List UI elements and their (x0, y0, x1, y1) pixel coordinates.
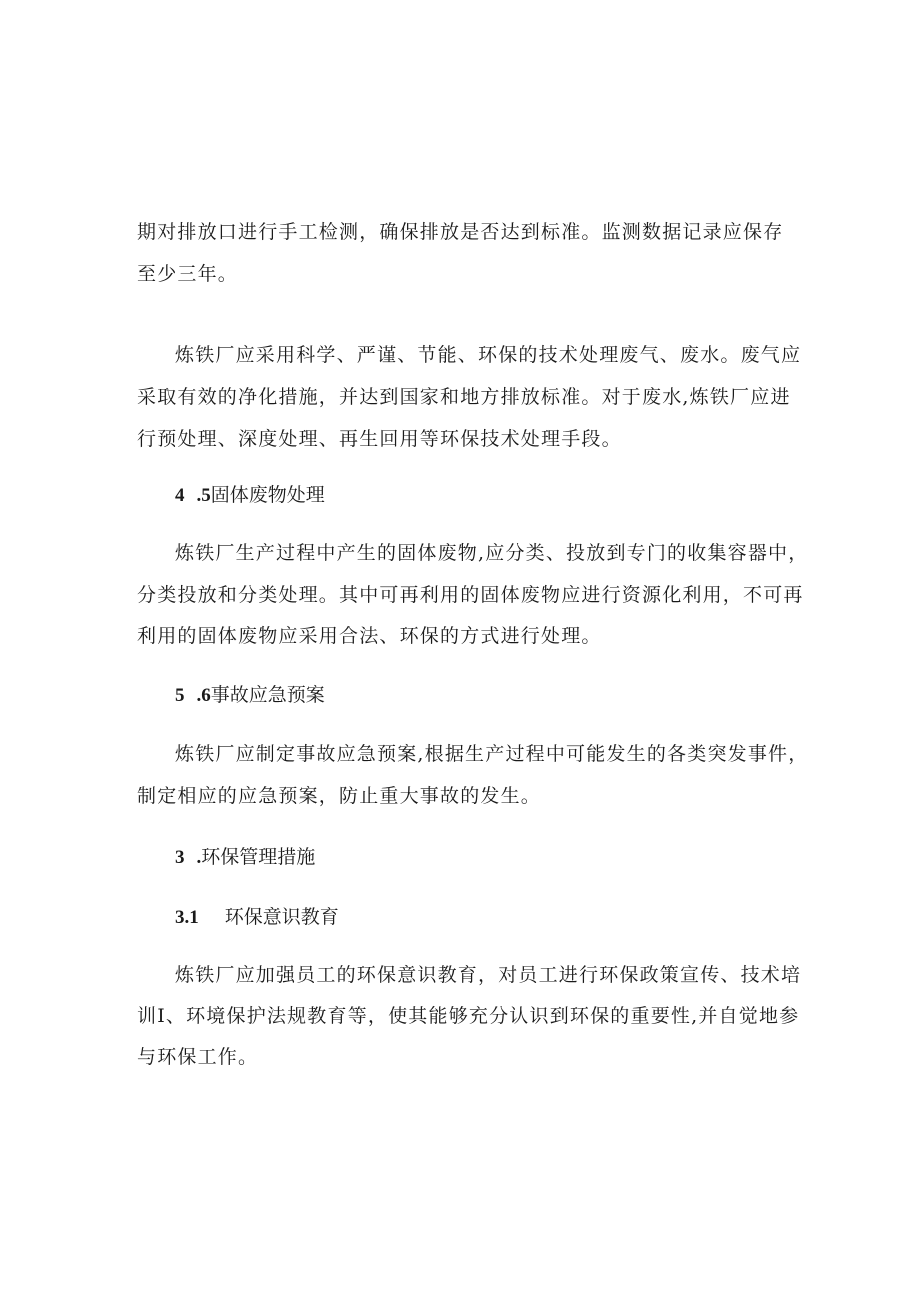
paragraph-line: 利用的固体废物应采用合法、环保的方式进行处理。 (137, 625, 602, 647)
subsection-heading (175, 905, 339, 930)
heading-title: 固体废物处理 (210, 484, 325, 506)
heading-number: .6 (196, 685, 211, 706)
paragraph-line: 炼铁厂应加强员工的环保意识教育，对员工进行环保政策宣传、技术培 (175, 964, 802, 986)
heading-title: 事故应急预案 (210, 684, 325, 706)
section-heading (175, 483, 325, 508)
section-heading (175, 683, 325, 708)
paragraph-line: 期对排放口进行手工检测，确保排放是否达到标准。监测数据记录应保存 (137, 221, 784, 243)
heading-title: 环保意识教育 (224, 906, 339, 928)
paragraph-line: 训Ⅰ、环境保护法规教育等，使其能够充分认识到环保的重要性,并自觉地参 (137, 1005, 800, 1027)
paragraph-line: 炼铁厂应制定事故应急预案,根据生产过程中可能发生的各类突发事件， (175, 743, 809, 765)
paragraph-line: 分类投放和分类处理。其中可再利用的固体废物应进行资源化利用，不可再 (137, 584, 804, 606)
paragraph-line: 至少三年。 (137, 263, 239, 285)
heading-number: . (196, 847, 202, 868)
paragraph-line: 与环保工作。 (137, 1046, 259, 1068)
paragraph-line: 采取有效的净化措施，并达到国家和地方排放标准。对于废水,炼铁厂应进 (137, 386, 791, 408)
paragraph-line: 炼铁厂生产过程中产生的固体废物,应分类、投放到专门的收集容器中， (175, 542, 809, 564)
heading-number: 3 (175, 847, 185, 868)
paragraph-line: 制定相应的应急预案，防止重大事故的发生。 (137, 785, 542, 807)
paragraph-line: 炼铁厂应采用科学、严谨、节能、环保的技术处理废气、废水。废气应 (175, 344, 802, 366)
section-heading (175, 845, 315, 870)
heading-number: .5 (196, 485, 211, 506)
heading-title: 环保管理措施 (201, 846, 316, 868)
heading-number: 4 (175, 485, 185, 506)
heading-number: 3.1 (175, 907, 199, 928)
heading-number: 5 (175, 685, 185, 706)
paragraph-line: 行预处理、深度处理、再生回用等环保技术处理手段。 (137, 428, 622, 450)
